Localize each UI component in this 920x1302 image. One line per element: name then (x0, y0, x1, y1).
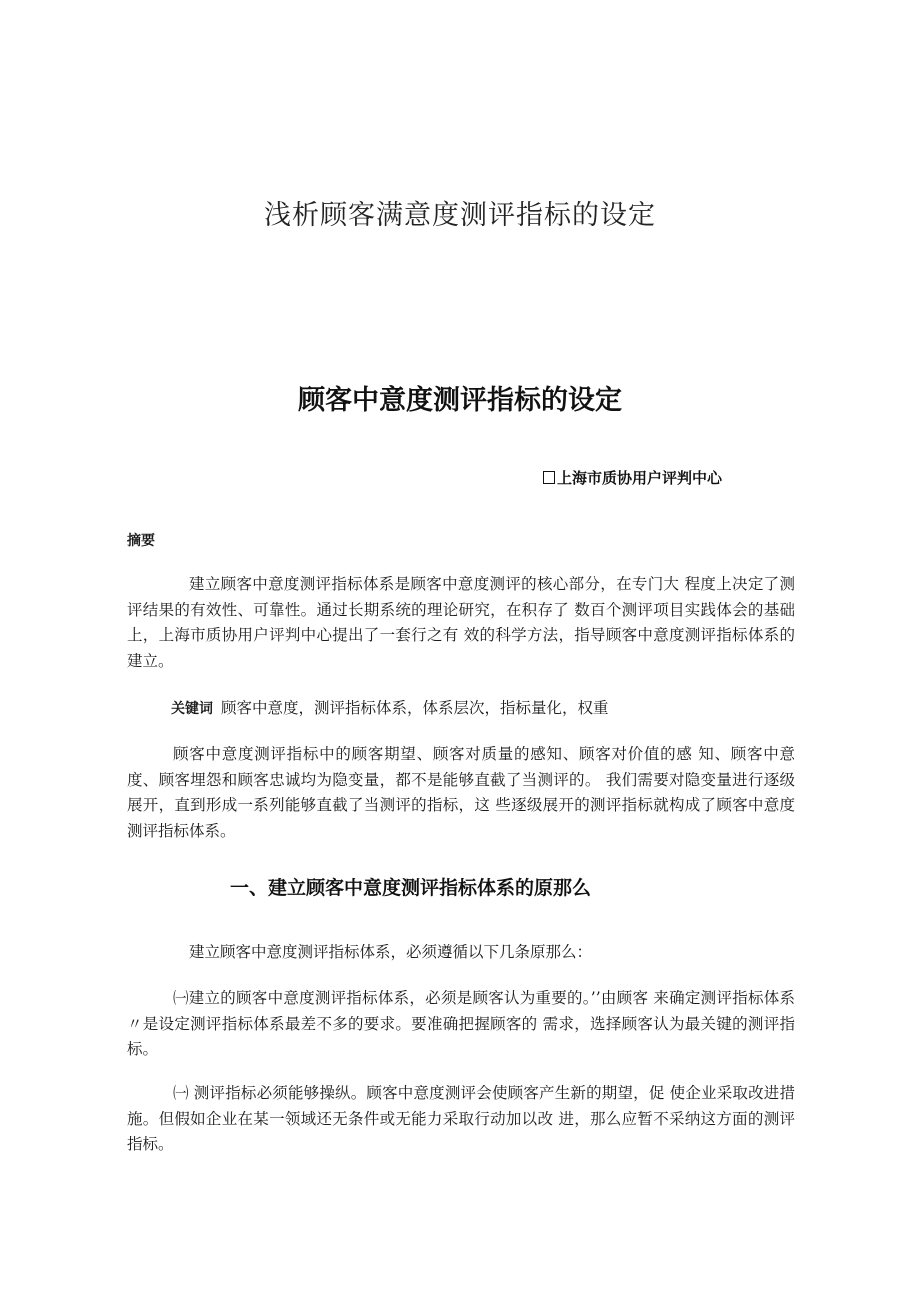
section-1-lead: 建立顾客中意度测评指标体系，必须遵循以下几条原那么： (189, 943, 593, 961)
section-1-item-2: ㈠ 测评指标必须能够操纵。顾客中意度测评会使顾客产生新的期望，促 使企业采取改进措施。但假如企业在某一领域还无条件或无能力采取行动加以改 进，那么应暂不采纳这方面的测评指标。 (127, 1084, 795, 1153)
keywords-paragraph (127, 696, 795, 723)
abstract-paragraph: 建立顾客中意度测评指标体系是顾客中意度测评的核心部分，在专门大 程度上决定了测评结果的有效性、可靠性。通过长期系统的理论研究，在积存了 数百个测评项目实践体会的基础上，上海市质协用户评判中心提出了一套行之有 效的科学方法，指导顾客中意度测评指标体系的建立。 (127, 575, 795, 670)
author-line (543, 467, 722, 488)
section-1-item-1: ㈠建立的顾客中意度测评指标体系，必须是顾客认为重要的。’’由顾客 来确定测评指标体系〃是设定测评指标体系最差不多的要求。要准确把握顾客的 需求，选择顾客认为最关键的测评指标。 (127, 989, 795, 1058)
article-title: 顾客中意度测评指标的设定 (298, 385, 622, 416)
abstract-heading: 摘要 (127, 533, 155, 549)
keywords-text: 顾客中意度，测评指标体系，体系层次，指标量化，权重 (221, 699, 609, 717)
intro-paragraph: 顾客中意度测评指标中的顾客期望、顾客对质量的感知、顾客对价值的感 知、顾客中意度、顾客埋怨和顾客忠诚均为隐变量，都不是能够直截了当测评的。 我们需要对隐变量进行逐级展开，直到形成一系列能够直截了当测评的指标，这 些逐级展开的测评指标就构成了顾客中意度测评指标体系。 (127, 745, 795, 840)
author-name: 上海市质协用户评判中心 (557, 469, 723, 487)
keywords-label: 关键词 (171, 701, 213, 717)
cover-title: 浅析顾客满意度测评指标的设定 (264, 200, 656, 231)
checkbox-glyph-icon (543, 471, 555, 484)
section-1-heading: 一、建立顾客中意度测评指标体系的原那么 (230, 877, 592, 899)
